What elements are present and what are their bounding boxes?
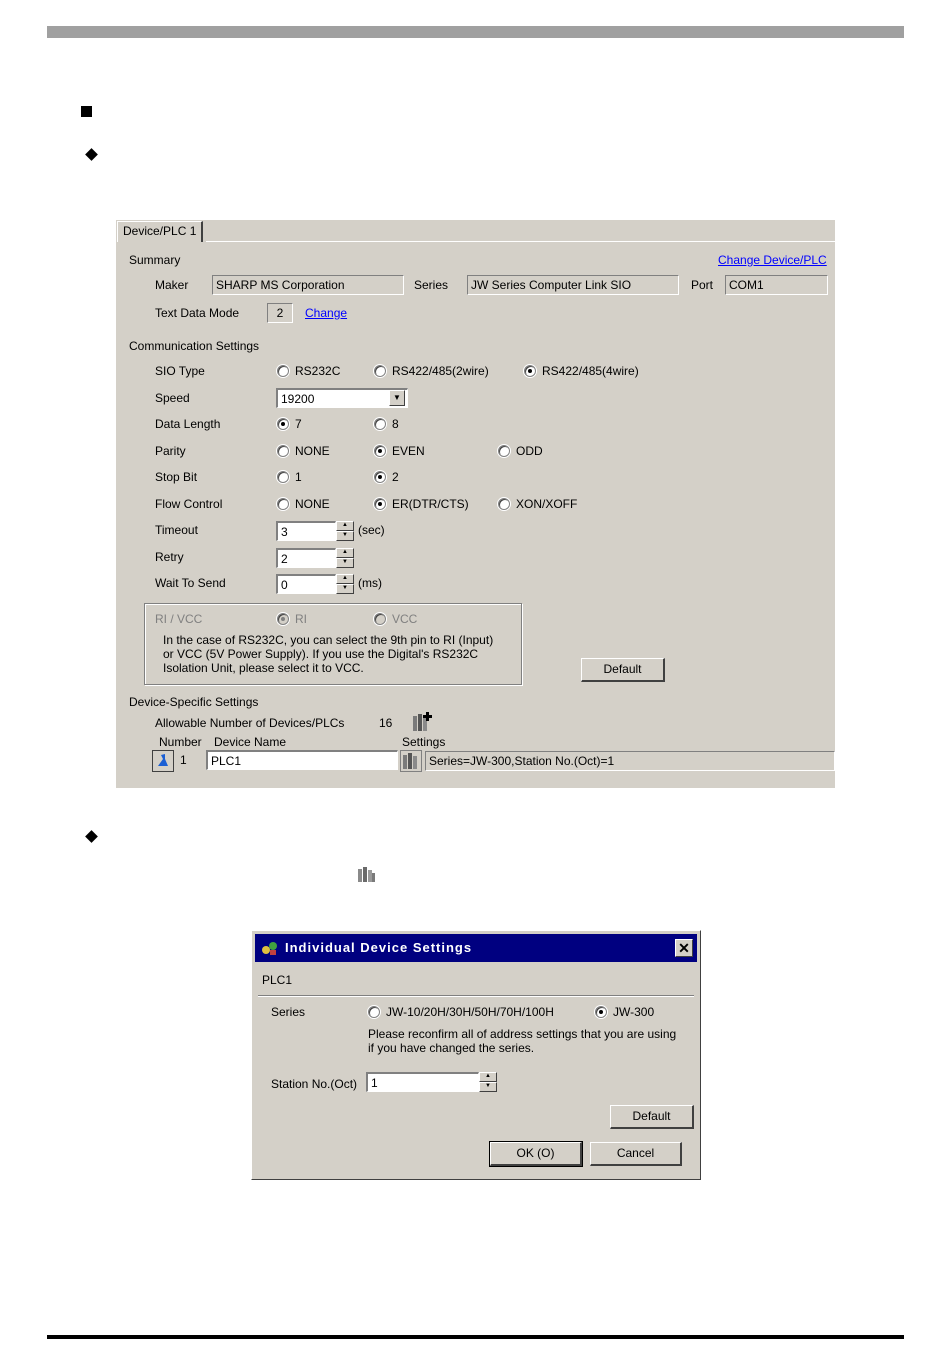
series-note-line1: Please reconfirm all of address settings that you are using: [368, 1027, 677, 1041]
bullet-diamond-1: [85, 148, 98, 161]
port-field: COM1: [725, 275, 828, 295]
radio-icon: [368, 1006, 380, 1018]
section-bullet-square: [81, 106, 92, 117]
flow-none-radio[interactable]: NONE: [277, 497, 330, 511]
device-tool-icon[interactable]: [152, 750, 174, 772]
maker-field: SHARP MS Corporation: [212, 275, 404, 295]
series-field: JW Series Computer Link SIO: [467, 275, 679, 295]
top-rule: [47, 26, 904, 38]
station-spinner[interactable]: [479, 1072, 497, 1092]
text-data-mode-field: 2: [267, 303, 293, 323]
col-number-header: Number: [159, 735, 202, 749]
default-button[interactable]: Default: [581, 658, 665, 682]
device-row-number: 1: [180, 753, 187, 767]
col-settings-header: Settings: [402, 735, 446, 749]
radio-selected-icon: [374, 471, 386, 483]
stop-bit-label: Stop Bit: [155, 470, 198, 484]
radio-selected-icon: [595, 1006, 607, 1018]
parity-label: Parity: [155, 444, 186, 458]
stop-bit-2-radio[interactable]: 2: [374, 470, 399, 484]
wait-to-send-input[interactable]: 0: [276, 574, 336, 594]
flow-control-label: Flow Control: [155, 497, 223, 511]
add-device-icon[interactable]: [412, 711, 434, 733]
speed-select[interactable]: 19200: [276, 388, 408, 408]
device-plc-settings-panel: [116, 220, 835, 788]
dialog-device-name: PLC1: [262, 973, 293, 987]
radio-icon: [374, 365, 386, 377]
tab-device-plc-1[interactable]: Device/PLC 1: [117, 221, 203, 242]
series-jw300-radio[interactable]: JW-300: [595, 1005, 654, 1019]
app-icon: [261, 940, 279, 956]
change-device-plc-link[interactable]: Change Device/PLC: [718, 253, 827, 267]
spin-down-icon[interactable]: ▼: [336, 584, 354, 594]
dropdown-arrow-icon[interactable]: ▼: [389, 390, 405, 406]
radio-icon: [374, 418, 386, 430]
ri-vcc-note-line2: or VCC (5V Power Supply). If you use the Digital's RS232C: [163, 647, 479, 661]
device-specific-heading: Device-Specific Settings: [129, 695, 259, 709]
parity-even-radio[interactable]: EVEN: [374, 444, 425, 458]
sio-type-label: SIO Type: [155, 364, 205, 378]
sio-rs422-4wire-radio[interactable]: RS422/485(4wire): [524, 364, 639, 378]
ri-vcc-note-line1: In the case of RS232C, you can select the 9th pin to RI (Input): [163, 633, 494, 647]
radio-icon: [374, 613, 386, 625]
vcc-radio[interactable]: VCC: [374, 612, 417, 626]
spin-down-icon[interactable]: ▼: [479, 1082, 497, 1092]
series-label: Series: [271, 1005, 306, 1019]
ri-vcc-label: RI / VCC: [155, 612, 203, 626]
parity-none-radio[interactable]: NONE: [277, 444, 330, 458]
parity-odd-radio[interactable]: ODD: [498, 444, 543, 458]
series-jw10-radio[interactable]: JW-10/20H/30H/50H/70H/100H: [368, 1005, 554, 1019]
flow-er-radio[interactable]: ER(DTR/CTS): [374, 497, 469, 511]
timeout-input[interactable]: 3: [276, 521, 336, 541]
stop-bit-1-radio[interactable]: 1: [277, 470, 302, 484]
dialog-title: Individual Device Settings: [285, 940, 473, 955]
station-no-label: Station No.(Oct): [271, 1077, 358, 1091]
ok-button[interactable]: OK (O): [490, 1142, 582, 1166]
radio-icon: [498, 445, 510, 457]
maker-label: Maker: [155, 278, 189, 292]
radio-icon: [277, 471, 289, 483]
series-label: Series: [414, 278, 449, 292]
series-note-line2: if you have changed the series.: [368, 1041, 535, 1055]
timeout-label: Timeout: [155, 523, 198, 537]
radio-selected-icon: [374, 445, 386, 457]
retry-input[interactable]: 2: [276, 548, 336, 568]
communication-settings-heading: Communication Settings: [129, 339, 260, 353]
station-no-input[interactable]: 1: [366, 1072, 479, 1092]
sio-rs422-2wire-radio[interactable]: RS422/485(2wire): [374, 364, 489, 378]
dialog-default-button[interactable]: Default: [610, 1105, 694, 1129]
spin-up-icon[interactable]: ▲: [479, 1072, 497, 1082]
ri-radio[interactable]: RI: [277, 612, 307, 626]
sio-rs232c-radio[interactable]: RS232C: [277, 364, 340, 378]
radio-selected-icon: [374, 498, 386, 510]
port-label: Port: [691, 278, 714, 292]
spin-up-icon[interactable]: ▲: [336, 521, 354, 531]
device-settings-field: Series=JW-300,Station No.(Oct)=1: [425, 751, 835, 771]
retry-label: Retry: [155, 550, 184, 564]
wait-to-send-label: Wait To Send: [155, 576, 226, 590]
radio-icon: [277, 498, 289, 510]
device-settings-icon[interactable]: [400, 750, 422, 772]
bottom-rule: [47, 1335, 904, 1339]
cancel-button[interactable]: Cancel: [590, 1142, 682, 1166]
radio-icon: [277, 365, 289, 377]
radio-selected-icon: [277, 613, 289, 625]
ri-vcc-note-line3: Isolation Unit, please select it to VCC.: [163, 661, 364, 675]
settings-grid-icon: [357, 866, 377, 884]
dialog-titlebar[interactable]: [255, 934, 697, 962]
individual-device-settings-dialog: [251, 930, 701, 1180]
divider: [258, 995, 694, 997]
flow-xon-xoff-radio[interactable]: XON/XOFF: [498, 497, 577, 511]
radio-icon: [498, 498, 510, 510]
timeout-spinner[interactable]: [336, 521, 354, 541]
close-icon[interactable]: ✕: [675, 939, 693, 957]
allowable-devices-value: 16: [379, 716, 393, 730]
allowable-devices-label: Allowable Number of Devices/PLCs: [155, 716, 345, 730]
speed-label: Speed: [155, 391, 190, 405]
text-data-mode-label: Text Data Mode: [155, 306, 240, 320]
summary-heading: Summary: [129, 253, 181, 267]
col-device-name-header: Device Name: [214, 735, 287, 749]
wait-spinner[interactable]: [336, 574, 354, 594]
timeout-unit: (sec): [358, 523, 385, 537]
spin-up-icon[interactable]: ▲: [336, 548, 354, 558]
data-length-7-radio[interactable]: 7: [277, 417, 302, 431]
spin-down-icon[interactable]: ▼: [336, 531, 354, 541]
radio-selected-icon: [524, 365, 536, 377]
spin-up-icon[interactable]: ▲: [336, 574, 354, 584]
bullet-diamond-2: [85, 830, 98, 843]
wait-unit: (ms): [358, 576, 382, 590]
radio-selected-icon: [277, 418, 289, 430]
tab-strip: [116, 220, 835, 241]
retry-spinner[interactable]: [336, 548, 354, 568]
spin-down-icon[interactable]: ▼: [336, 558, 354, 568]
radio-icon: [277, 445, 289, 457]
change-text-mode-link[interactable]: Change: [305, 306, 348, 320]
data-length-8-radio[interactable]: 8: [374, 417, 399, 431]
device-name-input[interactable]: PLC1: [206, 750, 398, 770]
data-length-label: Data Length: [155, 417, 221, 431]
